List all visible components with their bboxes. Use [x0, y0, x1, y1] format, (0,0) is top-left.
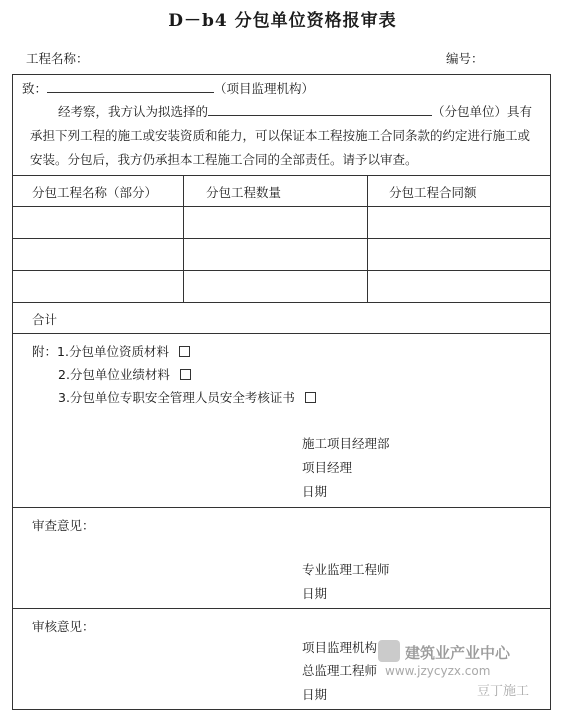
attachment-item-1 [32, 342, 190, 360]
body-line-2: 承担下列工程的施工或安装资质和能力，可以保证本工程按施工合同条款的约定进行施工或 [30, 128, 531, 143]
supervision-org-label: 项目监理机构 [302, 640, 378, 655]
body-line-3: 安装。分包后，我方仍承担本工程施工合同的全部责任。请予以审查。 [30, 152, 418, 167]
table-cell[interactable] [368, 239, 550, 269]
to-recipient-field[interactable] [47, 80, 214, 93]
attachment-item-3 [58, 388, 316, 406]
approve-date-label: 日期 [302, 687, 328, 702]
body-line-1-suffix: （分包单位）具有 [432, 104, 533, 119]
contractor-dept: 施工项目经理部 [302, 436, 390, 451]
attachment-item-3-label: 3.分包单位专职安全管理人员安全考核证书 [58, 390, 295, 405]
attachment-item-2 [58, 365, 191, 383]
watermark-title: 建筑业产业中心 [405, 644, 511, 662]
divider [12, 608, 551, 609]
review-engineer-label: 专业监理工程师 [302, 562, 390, 577]
number-label: 编号： [446, 51, 484, 66]
to-line [22, 79, 314, 97]
body-line-1 [58, 102, 532, 120]
table-cell[interactable] [13, 207, 182, 237]
checkbox[interactable] [305, 392, 316, 403]
contractor-date-label: 日期 [302, 484, 328, 499]
table-cell[interactable] [184, 271, 366, 301]
attachments-label: 附： [32, 344, 58, 359]
divider [12, 333, 551, 334]
divider [12, 175, 551, 176]
divider [12, 507, 551, 508]
to-prefix: 致： [22, 81, 48, 96]
project-name-label: 工程名称： [26, 51, 89, 66]
chief-engineer-label: 总监理工程师 [302, 663, 378, 678]
form-title: D－b4 分包单位资格报审表 [168, 11, 397, 31]
table-header-amount: 分包工程合同额 [389, 185, 477, 200]
body-line-1-prefix: 经考察，我方认为拟选择的 [58, 104, 209, 119]
table-cell[interactable] [368, 207, 550, 237]
table-header-quantity: 分包工程数量 [206, 185, 282, 200]
table-header-name: 分包工程名称（部分） [32, 185, 158, 200]
table-cell[interactable] [368, 271, 550, 301]
watermark-logo-icon [378, 640, 400, 662]
table-cell[interactable] [13, 271, 182, 301]
total-label: 合计 [32, 312, 58, 327]
table-cell[interactable] [13, 239, 182, 269]
checkbox[interactable] [180, 369, 191, 380]
review-date-label: 日期 [302, 586, 328, 601]
attachment-item-2-label: 2.分包单位业绩材料 [58, 367, 170, 382]
attachment-item-1-label: 1.分包单位资质材料 [57, 344, 169, 359]
review-opinion-label: 审查意见： [32, 518, 95, 533]
subcontractor-field[interactable] [208, 103, 432, 116]
project-manager-label: 项目经理 [302, 460, 353, 475]
divider [12, 302, 551, 303]
checkbox[interactable] [179, 346, 190, 357]
watermark-url: www.jzycyzx.com [385, 664, 491, 678]
approve-opinion-label: 审核意见： [32, 619, 95, 634]
watermark-badge: 豆丁施工 [477, 684, 530, 699]
table-cell[interactable] [184, 239, 366, 269]
to-suffix: （项目监理机构） [214, 81, 315, 96]
table-cell[interactable] [184, 207, 366, 237]
